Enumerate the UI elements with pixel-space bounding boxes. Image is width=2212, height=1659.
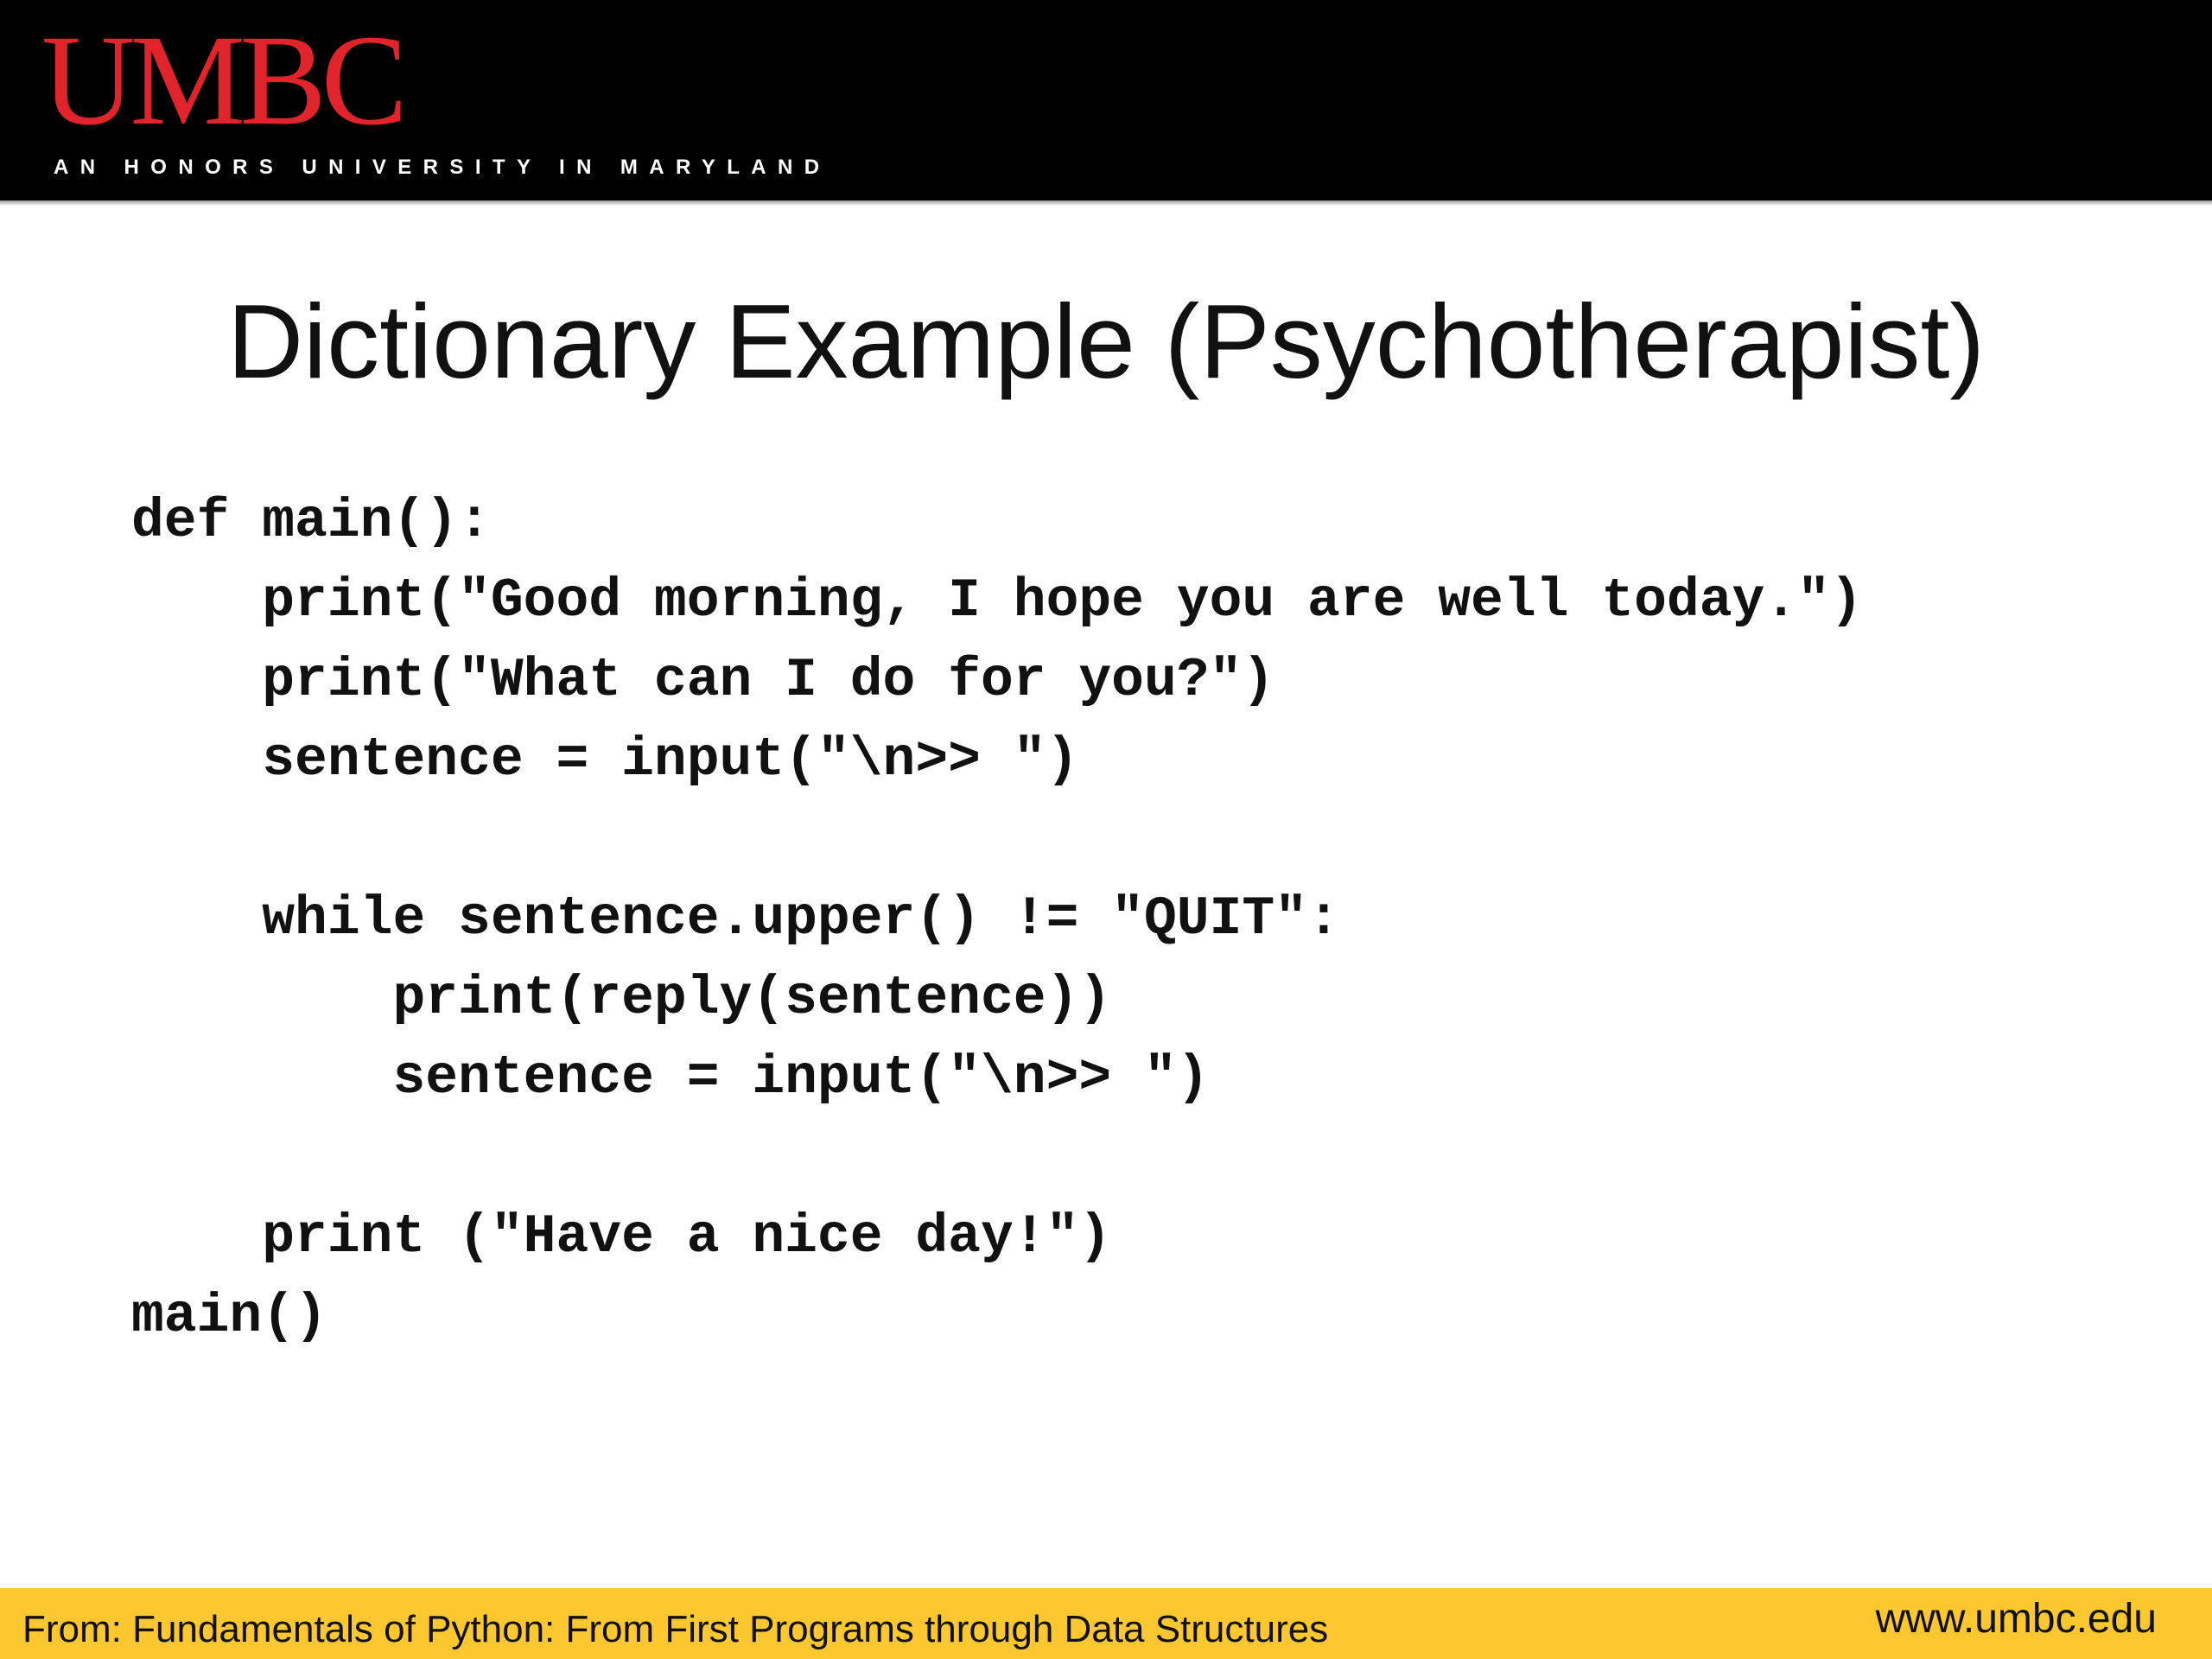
slide-title: Dictionary Example (Psychotherapist) [226,283,1986,400]
tagline: AN HONORS UNIVERSITY IN MARYLAND [54,156,831,179]
code-line [131,1118,1863,1198]
code-line: sentence = input("\n>> ") [131,729,1079,791]
code-line: def main(): [131,491,491,552]
footer-bar [0,1588,2212,1659]
source-citation: From: Fundamentals of Python: From First Programs through Data Structures [22,1608,1329,1650]
code-line: print(reply(sentence)) [131,968,1112,1029]
website-url: www.umbc.edu [1875,1596,2157,1642]
code-line: while sentence.upper() != "QUIT": [131,888,1340,950]
code-line: main() [131,1286,327,1347]
header-bar [0,0,2212,200]
code-line [131,800,1863,880]
code-line: print("Good morning, I hope you are well today.") [131,570,1863,632]
code-line: print ("Have a nice day!") [131,1206,1112,1268]
umbc-logo: UMBC [41,9,403,152]
code-line: print("What can I do for you?") [131,650,1275,711]
code-line: sentence = input("\n>> ") [131,1047,1210,1109]
code-block [131,482,1863,1357]
header-shadow [0,200,2212,206]
